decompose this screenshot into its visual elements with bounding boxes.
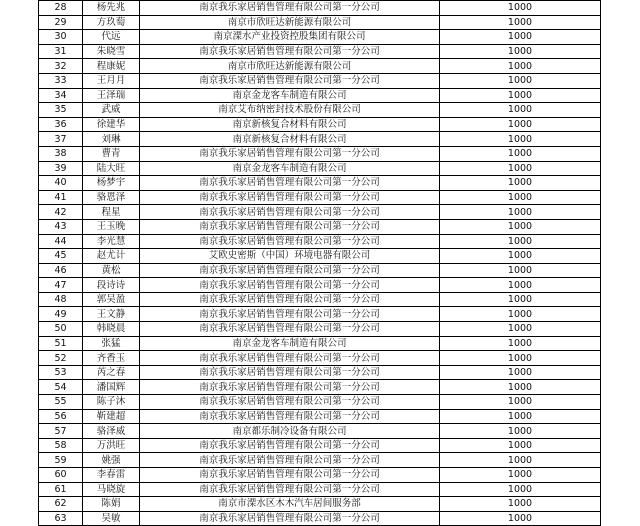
- name-cell: 徐建华: [83, 117, 140, 132]
- amount-cell: 1000: [440, 44, 601, 59]
- name-cell: 陆大旺: [83, 161, 140, 176]
- company-cell: 南京溧水产业投资控股集团有限公司: [140, 30, 440, 45]
- row-number-cell: 29: [39, 15, 83, 30]
- row-number-cell: 32: [39, 59, 83, 74]
- company-cell: 南京新核复合材料有限公司: [140, 117, 440, 132]
- table-row: [39, 409, 601, 424]
- amount-cell: 1000: [440, 205, 601, 220]
- spreadsheet-table-region: [38, 0, 600, 526]
- amount-cell: 1000: [440, 351, 601, 366]
- row-number-cell: 39: [39, 161, 83, 176]
- company-cell: 南京我乐家居销售管理有限公司第一分公司: [140, 234, 440, 249]
- table-row: [39, 103, 601, 118]
- row-number-cell: 49: [39, 307, 83, 322]
- table-row: [39, 176, 601, 191]
- company-cell: 南京我乐家居销售管理有限公司第一分公司: [140, 453, 440, 468]
- row-number-cell: 40: [39, 176, 83, 191]
- company-cell: 艾欧史密斯（中国）环境电器有限公司: [140, 249, 440, 264]
- row-number-cell: 30: [39, 30, 83, 45]
- row-number-cell: 63: [39, 511, 83, 526]
- table-row: [39, 322, 601, 337]
- table-body: [39, 1, 601, 526]
- table-row: [39, 205, 601, 220]
- amount-cell: 1000: [440, 365, 601, 380]
- row-number-cell: 34: [39, 88, 83, 103]
- amount-cell: 1000: [440, 336, 601, 351]
- company-cell: 南京我乐家居销售管理有限公司第一分公司: [140, 395, 440, 410]
- company-cell: 南京我乐家居销售管理有限公司第一分公司: [140, 263, 440, 278]
- table-row: [39, 292, 601, 307]
- amount-cell: 1000: [440, 176, 601, 191]
- table-row: [39, 453, 601, 468]
- amount-cell: 1000: [440, 15, 601, 30]
- company-cell: 南京我乐家居销售管理有限公司第一分公司: [140, 44, 440, 59]
- table-row: [39, 1, 601, 16]
- company-cell: 南京我乐家居销售管理有限公司第一分公司: [140, 146, 440, 161]
- table-row: [39, 59, 601, 74]
- table-row: [39, 263, 601, 278]
- row-number-cell: 33: [39, 73, 83, 88]
- table-row: [39, 161, 601, 176]
- row-number-cell: 51: [39, 336, 83, 351]
- name-cell: 方玖萄: [83, 15, 140, 30]
- name-cell: 王文静: [83, 307, 140, 322]
- amount-cell: 1000: [440, 190, 601, 205]
- amount-cell: 1000: [440, 132, 601, 147]
- table-row: [39, 351, 601, 366]
- amount-cell: 1000: [440, 146, 601, 161]
- table-row: [39, 424, 601, 439]
- company-cell: 南京我乐家居销售管理有限公司第一分公司: [140, 365, 440, 380]
- table-row: [39, 278, 601, 293]
- company-cell: 南京我乐家居销售管理有限公司第一分公司: [140, 278, 440, 293]
- row-number-cell: 59: [39, 453, 83, 468]
- amount-cell: 1000: [440, 322, 601, 337]
- company-cell: 南京我乐家居销售管理有限公司第一分公司: [140, 468, 440, 483]
- company-cell: 南京我乐家居销售管理有限公司第一分公司: [140, 307, 440, 322]
- name-cell: 武威: [83, 103, 140, 118]
- table-row: [39, 307, 601, 322]
- name-cell: 朱晓雪: [83, 44, 140, 59]
- company-cell: 南京我乐家居销售管理有限公司第一分公司: [140, 1, 440, 16]
- row-number-cell: 37: [39, 132, 83, 147]
- table-row: [39, 132, 601, 147]
- amount-cell: 1000: [440, 249, 601, 264]
- amount-cell: 1000: [440, 1, 601, 16]
- row-number-cell: 54: [39, 380, 83, 395]
- row-number-cell: 58: [39, 438, 83, 453]
- name-cell: 陈娟: [83, 497, 140, 512]
- name-cell: 王玉晚: [83, 219, 140, 234]
- row-number-cell: 42: [39, 205, 83, 220]
- table-row: [39, 117, 601, 132]
- name-cell: 段诗诗: [83, 278, 140, 293]
- company-cell: 南京金龙客车制造有限公司: [140, 161, 440, 176]
- amount-cell: 1000: [440, 161, 601, 176]
- name-cell: 芮之春: [83, 365, 140, 380]
- table-row: [39, 497, 601, 512]
- company-cell: 南京我乐家居销售管理有限公司第一分公司: [140, 380, 440, 395]
- amount-cell: 1000: [440, 468, 601, 483]
- amount-cell: 1000: [440, 278, 601, 293]
- name-cell: 代远: [83, 30, 140, 45]
- amount-cell: 1000: [440, 103, 601, 118]
- row-number-cell: 57: [39, 424, 83, 439]
- row-number-cell: 55: [39, 395, 83, 410]
- company-cell: 南京金龙客车制造有限公司: [140, 336, 440, 351]
- row-number-cell: 38: [39, 146, 83, 161]
- company-cell: 南京我乐家居销售管理有限公司第一分公司: [140, 205, 440, 220]
- row-number-cell: 48: [39, 292, 83, 307]
- row-number-cell: 52: [39, 351, 83, 366]
- name-cell: 姚强: [83, 453, 140, 468]
- row-number-cell: 46: [39, 263, 83, 278]
- name-cell: 马晓旋: [83, 482, 140, 497]
- amount-cell: 1000: [440, 511, 601, 526]
- name-cell: 曹青: [83, 146, 140, 161]
- company-cell: 南京我乐家居销售管理有限公司第一分公司: [140, 292, 440, 307]
- table-row: [39, 365, 601, 380]
- amount-cell: 1000: [440, 219, 601, 234]
- table-row: [39, 190, 601, 205]
- company-cell: 南京市欣旺达新能源有限公司: [140, 15, 440, 30]
- company-cell: 南京我乐家居销售管理有限公司第一分公司: [140, 190, 440, 205]
- name-cell: 骆恩泽: [83, 190, 140, 205]
- name-cell: 万洪旺: [83, 438, 140, 453]
- amount-cell: 1000: [440, 453, 601, 468]
- row-number-cell: 41: [39, 190, 83, 205]
- amount-cell: 1000: [440, 380, 601, 395]
- table-row: [39, 438, 601, 453]
- table-row: [39, 15, 601, 30]
- company-cell: 南京我乐家居销售管理有限公司第一分公司: [140, 351, 440, 366]
- name-cell: 杨先兆: [83, 1, 140, 16]
- row-number-cell: 53: [39, 365, 83, 380]
- amount-cell: 1000: [440, 30, 601, 45]
- table-row: [39, 468, 601, 483]
- employee-table: [38, 0, 601, 526]
- company-cell: 南京我乐家居销售管理有限公司第一分公司: [140, 176, 440, 191]
- name-cell: 吴敏: [83, 511, 140, 526]
- amount-cell: 1000: [440, 482, 601, 497]
- amount-cell: 1000: [440, 234, 601, 249]
- row-number-cell: 44: [39, 234, 83, 249]
- company-cell: 南京我乐家居销售管理有限公司第一分公司: [140, 511, 440, 526]
- table-row: [39, 88, 601, 103]
- name-cell: 刘琳: [83, 132, 140, 147]
- row-number-cell: 62: [39, 497, 83, 512]
- name-cell: 程康妮: [83, 59, 140, 74]
- amount-cell: 1000: [440, 497, 601, 512]
- row-number-cell: 28: [39, 1, 83, 16]
- name-cell: 郭吴盈: [83, 292, 140, 307]
- table-row: [39, 146, 601, 161]
- row-number-cell: 31: [39, 44, 83, 59]
- name-cell: 黄松: [83, 263, 140, 278]
- table-row: [39, 511, 601, 526]
- name-cell: 程星: [83, 205, 140, 220]
- amount-cell: 1000: [440, 409, 601, 424]
- amount-cell: 1000: [440, 438, 601, 453]
- amount-cell: 1000: [440, 307, 601, 322]
- row-number-cell: 56: [39, 409, 83, 424]
- name-cell: 赵尤计: [83, 249, 140, 264]
- table-row: [39, 482, 601, 497]
- row-number-cell: 61: [39, 482, 83, 497]
- amount-cell: 1000: [440, 73, 601, 88]
- name-cell: 李光慧: [83, 234, 140, 249]
- company-cell: 南京我乐家居销售管理有限公司第一分公司: [140, 482, 440, 497]
- name-cell: 骆泽威: [83, 424, 140, 439]
- table-row: [39, 234, 601, 249]
- table-row: [39, 44, 601, 59]
- name-cell: 齐香玉: [83, 351, 140, 366]
- table-row: [39, 249, 601, 264]
- table-row: [39, 30, 601, 45]
- amount-cell: 1000: [440, 292, 601, 307]
- name-cell: 张猛: [83, 336, 140, 351]
- row-number-cell: 43: [39, 219, 83, 234]
- company-cell: 南京新核复合材料有限公司: [140, 132, 440, 147]
- company-cell: 南京我乐家居销售管理有限公司第一分公司: [140, 73, 440, 88]
- row-number-cell: 60: [39, 468, 83, 483]
- name-cell: 王泽瑞: [83, 88, 140, 103]
- name-cell: 杨梦宇: [83, 176, 140, 191]
- company-cell: 南京市溧水区木木汽车居间服务部: [140, 497, 440, 512]
- amount-cell: 1000: [440, 59, 601, 74]
- company-cell: 南京艾布纳密封技术股份有限公司: [140, 103, 440, 118]
- name-cell: 王月月: [83, 73, 140, 88]
- amount-cell: 1000: [440, 424, 601, 439]
- table-row: [39, 395, 601, 410]
- company-cell: 南京金龙客车制造有限公司: [140, 88, 440, 103]
- company-cell: 南京都乐制冷设备有限公司: [140, 424, 440, 439]
- amount-cell: 1000: [440, 117, 601, 132]
- row-number-cell: 35: [39, 103, 83, 118]
- company-cell: 南京市欣旺达新能源有限公司: [140, 59, 440, 74]
- row-number-cell: 45: [39, 249, 83, 264]
- company-cell: 南京我乐家居销售管理有限公司第一分公司: [140, 409, 440, 424]
- table-row: [39, 336, 601, 351]
- table-row: [39, 219, 601, 234]
- name-cell: 靳建超: [83, 409, 140, 424]
- row-number-cell: 47: [39, 278, 83, 293]
- company-cell: 南京我乐家居销售管理有限公司第一分公司: [140, 219, 440, 234]
- name-cell: 陈子沐: [83, 395, 140, 410]
- name-cell: 李春雷: [83, 468, 140, 483]
- amount-cell: 1000: [440, 395, 601, 410]
- row-number-cell: 50: [39, 322, 83, 337]
- amount-cell: 1000: [440, 88, 601, 103]
- name-cell: 韩晓晨: [83, 322, 140, 337]
- company-cell: 南京我乐家居销售管理有限公司第一分公司: [140, 438, 440, 453]
- table-row: [39, 73, 601, 88]
- amount-cell: 1000: [440, 263, 601, 278]
- company-cell: 南京我乐家居销售管理有限公司第一分公司: [140, 322, 440, 337]
- table-row: [39, 380, 601, 395]
- row-number-cell: 36: [39, 117, 83, 132]
- name-cell: 潘国辉: [83, 380, 140, 395]
